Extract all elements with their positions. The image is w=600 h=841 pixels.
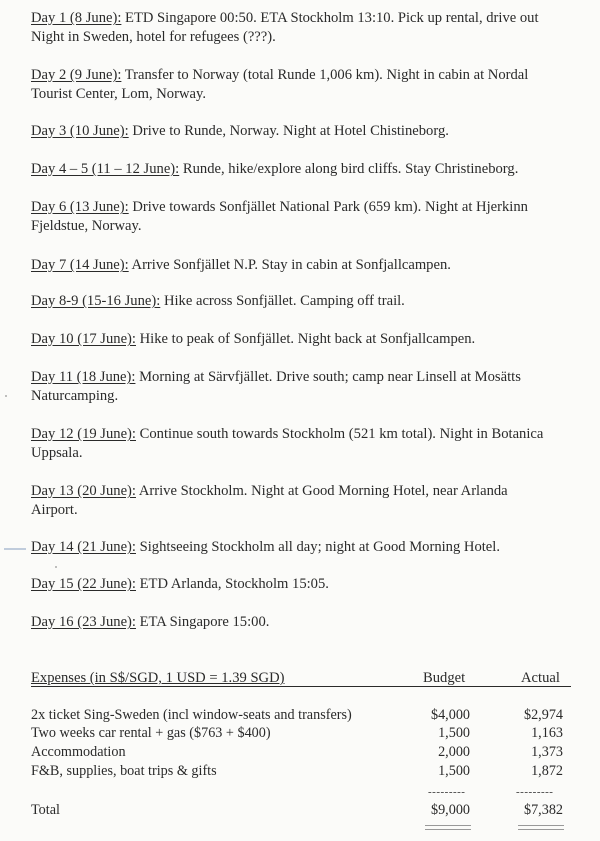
expense-row: [31, 762, 576, 780]
itinerary-entry: [31, 122, 596, 141]
day-description: Arrive Stockholm. Night at Good Morning Hotel, near Arlanda: [135, 483, 508, 499]
day-label: Day 10 (17 June):: [31, 331, 136, 347]
itinerary-entry: [31, 613, 596, 632]
day-description: Drive to Runde, Norway. Night at Hotel Chistineborg.: [128, 123, 449, 139]
itinerary-entry: [31, 198, 596, 236]
expense-item: 2x ticket Sing-Sweden (incl window-seats and transfers): [31, 707, 352, 723]
itinerary-entry: [31, 292, 596, 311]
day-description-continued: Night in Sweden, hotel for refugees (???).: [31, 29, 276, 45]
paper-speck: [5, 395, 7, 397]
day-description: Hike across Sonfjället. Camping off trail.: [160, 293, 405, 309]
total-actual: $7,382: [523, 802, 563, 818]
expense-row: [31, 724, 576, 742]
expenses-heading: Expenses (in S$/SGD, 1 USD = 1.39 SGD): [31, 670, 285, 686]
day-label: Day 12 (19 June):: [31, 426, 136, 442]
budget-subtotal-line: ---------: [428, 786, 466, 798]
day-description: ETD Arlanda, Stockholm 15:05.: [135, 576, 329, 592]
total-budget: $9,000: [430, 802, 470, 818]
itinerary-entry: [31, 575, 596, 594]
day-label: Day 16 (23 June):: [31, 614, 136, 630]
day-label: Day 3 (10 June):: [31, 123, 129, 139]
day-description: Transfer to Norway (total Runde 1,006 km). Night in cabin at Nordal: [121, 67, 529, 83]
expense-actual: $2,974: [523, 707, 563, 723]
header-rule: [31, 686, 571, 687]
day-label: Day 2 (9 June):: [31, 67, 122, 83]
day-description-continued: Naturcamping.: [31, 388, 119, 404]
total-label: Total: [31, 802, 60, 818]
itinerary-entry: [31, 256, 596, 275]
day-label: Day 13 (20 June):: [31, 483, 136, 499]
day-description: Continue south towards Stockholm (521 km total). Night in Botanica: [135, 426, 544, 442]
day-label: Day 11 (18 June):: [31, 369, 136, 385]
budget-column-header: Budget: [423, 670, 466, 686]
itinerary-entry: [31, 538, 596, 557]
day-description: ETD Singapore 00:50. ETA Stockholm 13:10. Pick up rental, drive out: [121, 10, 539, 26]
actual-column-header: Actual: [521, 670, 560, 686]
expense-item: Accommodation: [31, 744, 126, 760]
day-description: Hike to peak of Sonfjället. Night back at Sonfjallcampen.: [135, 331, 476, 347]
expense-budget: 1,500: [438, 725, 470, 741]
expense-actual: 1,373: [531, 744, 563, 760]
day-description: Arrive Sonfjället N.P. Stay in cabin at Sonfjallcampen.: [128, 257, 451, 273]
day-description-continued: Tourist Center, Lom, Norway.: [31, 86, 206, 102]
itinerary-entry: [31, 368, 596, 406]
day-description: Runde, hike/explore along bird cliffs. Stay Christineborg.: [179, 161, 519, 177]
day-label: Day 7 (14 June):: [31, 257, 129, 273]
day-label: Day 15 (22 June):: [31, 576, 136, 592]
day-label: Day 14 (21 June):: [31, 539, 136, 555]
day-description-continued: Airport.: [31, 502, 78, 518]
pen-mark: [4, 548, 26, 550]
day-description: Sightseeing Stockholm all day; night at Good Morning Hotel.: [135, 539, 500, 555]
expense-row: [31, 743, 576, 761]
expense-budget: $4,000: [430, 707, 470, 723]
expense-row: [31, 706, 576, 724]
itinerary-entry: [31, 330, 596, 349]
day-label: Day 6 (13 June):: [31, 199, 129, 215]
actual-double-underline: [518, 825, 564, 830]
day-description: Morning at Särvfjället. Drive south; camp near Linsell at Mosätts: [135, 369, 521, 385]
expense-item: F&B, supplies, boat trips & gifts: [31, 763, 217, 779]
itinerary-entry: [31, 9, 596, 47]
itinerary-entry: [31, 425, 596, 463]
itinerary-entry: [31, 66, 596, 104]
day-description: ETA Singapore 15:00.: [135, 614, 270, 630]
day-description-continued: Fjeldstue, Norway.: [31, 218, 142, 234]
budget-double-underline: [425, 825, 471, 830]
day-label: Day 8-9 (15-16 June):: [31, 293, 161, 309]
expense-actual: 1,163: [531, 725, 563, 741]
total-row: [31, 801, 576, 819]
day-description: Drive towards Sonfjället National Park (659 km). Night at Hjerkinn: [128, 199, 528, 215]
day-label: Day 4 – 5 (11 – 12 June):: [31, 161, 180, 177]
actual-subtotal-line: ---------: [516, 786, 554, 798]
itinerary-entry: [31, 160, 596, 179]
expense-budget: 1,500: [438, 763, 470, 779]
expense-item: Two weeks car rental + gas ($763 + $400): [31, 725, 271, 741]
itinerary-entry: [31, 482, 596, 520]
expense-budget: 2,000: [438, 744, 470, 760]
day-label: Day 1 (8 June):: [31, 10, 122, 26]
day-description-continued: Uppsala.: [31, 445, 83, 461]
paper-speck: [55, 566, 57, 568]
expense-actual: 1,872: [531, 763, 563, 779]
